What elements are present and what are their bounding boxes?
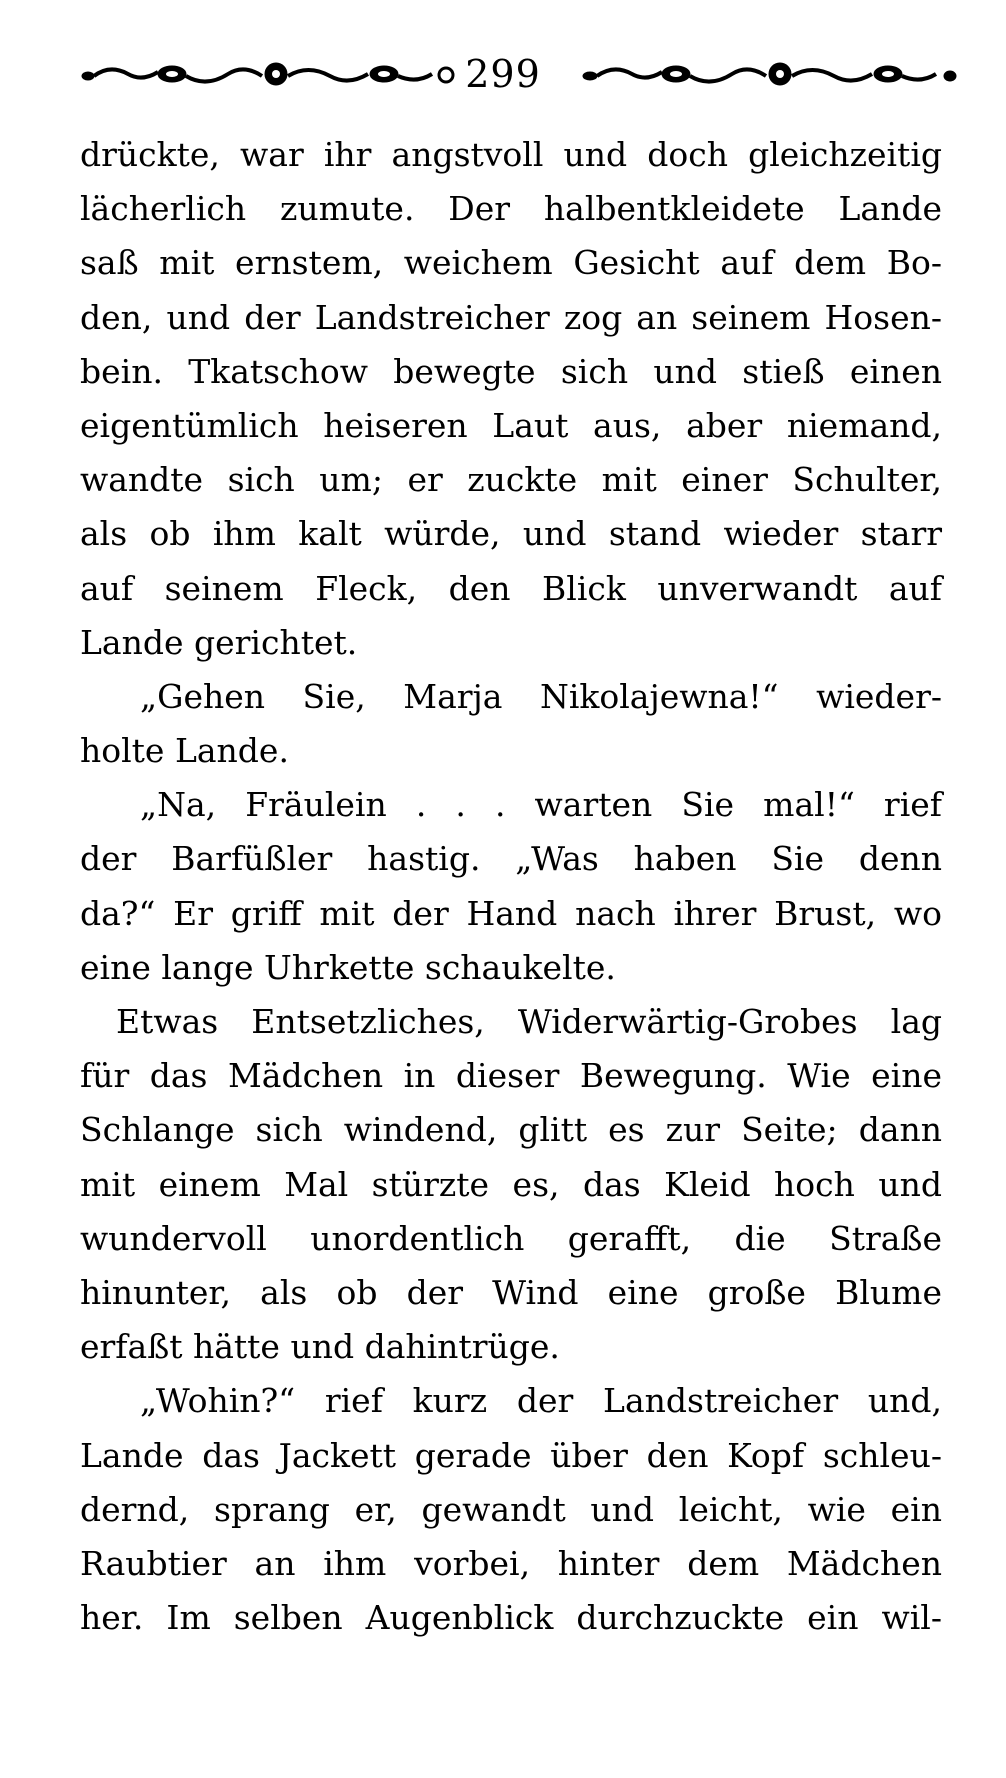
text-line: „Na, Fräulein . . . warten Sie mal!“ rief — [140, 785, 942, 825]
text-line: Lande das Jackett gerade über den Kopf schleu- — [80, 1435, 942, 1475]
text-line: wundervoll unordentlich gerafft, die Straße — [80, 1218, 942, 1258]
paragraph — [80, 1374, 942, 1645]
text-line: hinunter, als ob der Wind eine große Blume — [80, 1272, 942, 1312]
text-line: den, und der Landstreicher zog an seinem Hosen- — [80, 297, 942, 337]
text-line: auf seinem Fleck, den Blick unverwandt auf — [80, 568, 942, 608]
text-line: Raubtier an ihm vorbei, hinter dem Mädchen — [80, 1543, 942, 1583]
text-line: her. Im selben Augenblick durchzuckte ein wil- — [80, 1598, 942, 1638]
text-line: bein. Tkatschow bewegte sich und stieß einen — [80, 351, 942, 391]
page-header — [0, 50, 1006, 100]
text-line: eigentümlich heiseren Laut aus, aber niemand, — [80, 405, 942, 445]
text-line: holte Lande. — [80, 731, 289, 771]
text-line: für das Mädchen in dieser Bewegung. Wie eine — [80, 1056, 942, 1096]
text-line: Lande gerichtet. — [80, 622, 358, 662]
text-line: wandte sich um; er zuckte mit einer Schulter, — [80, 460, 942, 500]
body-text — [80, 128, 942, 1645]
text-line: lächerlich zumute. Der halbentkleidete Lande — [80, 189, 942, 229]
text-line: da?“ Er griff mit der Hand nach ihrer Brust, wo — [80, 893, 942, 933]
text-line: mit einem Mal stürzte es, das Kleid hoch und — [80, 1164, 942, 1204]
text-line: saß mit ernstem, weichem Gesicht auf dem Bo- — [80, 243, 942, 283]
text-line: erfaßt hätte und dahintrüge. — [80, 1327, 560, 1367]
text-line: Schlange sich windend, glitt es zur Seite; dann — [80, 1110, 942, 1150]
paragraph — [80, 995, 942, 1374]
text-line: Etwas Entsetzliches, Widerwärtig-Grobes lag — [116, 1002, 942, 1041]
paragraph — [80, 670, 942, 778]
decorative-ornament-left — [80, 58, 460, 92]
text-line: der Barfüßler hastig. „Was haben Sie denn — [80, 839, 942, 879]
text-line: „Gehen Sie, Marja Nikolajewna!“ wieder- — [140, 676, 942, 716]
text-line: eine lange Uhrkette schaukelte. — [80, 947, 616, 987]
page-number: 299 — [465, 52, 541, 96]
text-line: dernd, sprang er, gewandt und leicht, wie ein — [80, 1489, 942, 1529]
decorative-ornament-right — [580, 58, 960, 92]
paragraph — [80, 778, 942, 995]
text-line: als ob ihm kalt würde, und stand wieder starr — [80, 514, 942, 554]
text-line: drückte, war ihr angstvoll und doch gleichzeitig — [80, 135, 942, 174]
text-line: „Wohin?“ rief kurz der Landstreicher und, — [140, 1381, 942, 1421]
paragraph — [80, 128, 942, 670]
